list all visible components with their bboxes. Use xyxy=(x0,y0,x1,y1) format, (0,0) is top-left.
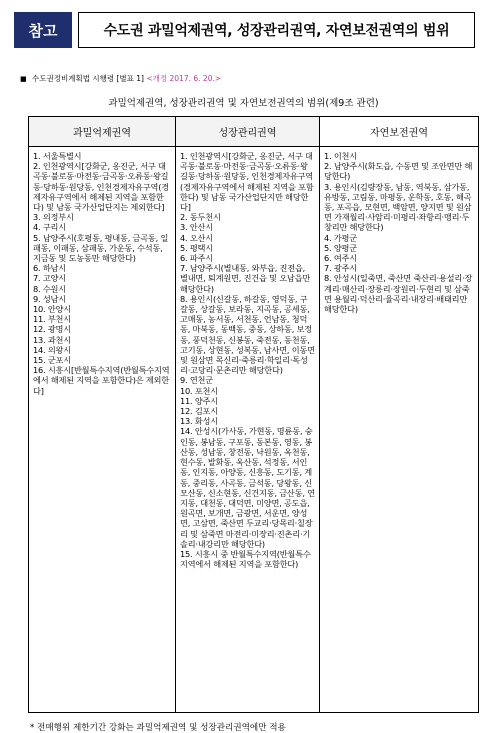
list-item: 7. 고양시 xyxy=(33,273,66,284)
list-item: 4. 구리시 xyxy=(33,222,66,233)
list-item: 1. 서울특별시 xyxy=(33,151,82,161)
list-item: 8. 용인시(신갈동, 하갈동, 영덕동, 구갈동, 상갈동, 보라동, 지곡동, 공세동, 고매동, 농서동, 서천동, 언남동, 청덕동, 마북동, 동백동, 중동, 상하동, 보정동, 풍덕천동, 신봉동, 죽전동, 동천동, 고기동, 상현동, 성복동, 남사면, 이동면 및 원삼면 목신리·죽릉리·학일리·독성리·고당리·문촌리만 해당한다) xyxy=(180,293,315,376)
list-item: 13. 화성시 xyxy=(180,416,218,427)
list-item: 8. 수원시 xyxy=(33,283,66,294)
list-item: 5. 평택시 xyxy=(180,242,213,253)
list-item: 6. 하남시 xyxy=(33,263,66,274)
growth-cell xyxy=(176,147,320,713)
reference-badge: 참고 xyxy=(14,12,72,48)
page-title: 수도권 과밀억제권역, 성장관리권역, 자연보전권역의 범위 xyxy=(78,12,475,48)
revision-date: <개정 2017. 6. 20.> xyxy=(146,74,222,83)
list-item: 7. 광주시 xyxy=(324,263,357,274)
list-item: 14. 의왕시 xyxy=(33,344,71,355)
list-item: 10. 안양시 xyxy=(33,304,71,315)
list-item: 4. 오산시 xyxy=(180,232,213,243)
list-item: 1. 이천시 xyxy=(324,151,357,161)
list-item: 2. 인천광역시[강화군, 옹진군, 서구 대곡동·불로동·마전동·금곡동·오류동·왕길동·당하동·원당동, 인천경제자유구역(경제자유구역에서 해제된 지역을 포함한다) 및 남동 국가산업단지는 제외한다] xyxy=(33,161,169,213)
list-item: 12. 광명시 xyxy=(33,324,71,335)
overcrowding-cell xyxy=(29,147,176,713)
table-row xyxy=(29,147,479,713)
conservation-list xyxy=(324,151,474,314)
list-item: 16. 시흥시[반월특수지역(반월특수지역에서 해제된 지역을 포함한다)은 제외한다] xyxy=(33,365,170,396)
list-item: 11. 양주시 xyxy=(180,395,218,406)
list-item: 9. 성남시 xyxy=(33,293,66,304)
overcrowding-list xyxy=(33,151,171,396)
zone-table xyxy=(28,116,479,713)
table-header-row xyxy=(29,117,479,147)
list-item: 2. 동두천시 xyxy=(180,212,221,223)
source-text: 수도권정비계획법 시행령 [별표 1] xyxy=(32,74,144,83)
list-item: 11. 부천시 xyxy=(33,314,71,325)
growth-list xyxy=(180,151,315,569)
list-item: 1. 인천광역시[강화군, 옹진군, 서구 대곡동·불로동·마전동·금곡동·오류동·왕길동·당하동·원당동, 인천경제자유구역(경제자유구역에서 해제된 지역을 포함한다) 및 남동 국가산업단지만 해당한다] xyxy=(180,151,314,213)
list-item: 14. 안성시(가사동, 가현동, 명륜동, 숭인동, 봉남동, 구포동, 동본동, 영동, 봉산동, 성남동, 창전동, 낙원동, 옥천동, 현수동, 발화동, 옥산동, 석정동, 서인동, 인지동, 아양동, 신흥동, 도기동, 계동, 중리동, 사곡동, 금석동, 당왕동, 신모산동, 신소현동, 신건지동, 금산동, 연지동, 대천동, 대덕면, 미양면, 공도읍, 원곡면, 보개면, 금광면, 서운면, 양성면, 고삼면, 죽산면 두교리·당목리·칠장리 및 삼죽면 마전리·미장리·진촌리·기솔리·내강리만 해당한다) xyxy=(180,426,315,549)
list-item: 5. 남양주시(호평동, 평내동, 금곡동, 일패동, 이패동, 삼패동, 가운동, 수석동, 지금동 및 도농동만 해당한다) xyxy=(33,232,169,264)
source-line xyxy=(20,73,221,84)
footnote: * 전매행위 제한기간 강화는 과밀억제권역 및 성장관리권역에만 적용 xyxy=(30,723,286,733)
list-item: 4. 가평군 xyxy=(324,232,357,243)
column-header-overcrowding: 과밀억제권역 xyxy=(29,117,176,147)
table-caption: 과밀억제권역, 성장관리권역 및 자연보전권역의 범위(제9조 관련) xyxy=(108,98,379,109)
square-bullet-icon: ■ xyxy=(20,75,27,83)
list-item: 15. 시흥시 중 반월특수지역(반월특수지역에서 해제된 지역을 포함한다) xyxy=(180,548,311,570)
list-item: 5. 양평군 xyxy=(324,242,357,253)
list-item: 8. 안성시(일죽면, 죽산면 죽산리·용설리·장계리·매산리·장릉리·장원리·두현리 및 삼죽면 용월리·덕산리·율곡리·내장리·배태리만 해당한다) xyxy=(324,273,473,315)
list-item: 9. 연천군 xyxy=(180,375,213,386)
column-header-conservation: 자연보전권역 xyxy=(320,117,479,147)
list-item: 3. 안산시 xyxy=(180,222,213,233)
list-item: 6. 파주시 xyxy=(180,253,213,264)
list-item: 10. 포천시 xyxy=(180,385,218,396)
list-item: 3. 의정부시 xyxy=(33,212,74,223)
list-item: 15. 군포시 xyxy=(33,355,71,366)
conservation-cell xyxy=(320,147,479,713)
list-item: 6. 여주시 xyxy=(324,253,357,264)
list-item: 3. 용인시(김량장동, 남동, 역북동, 삼가동, 유방동, 고림동, 마평동, 운학동, 호동, 해곡동, 포곡읍, 모현면, 백암면, 양지면 및 원삼면 가재월리·사암리·미평리·좌항리·맹리·두창리만 해당한다) xyxy=(324,181,472,233)
header xyxy=(0,0,487,60)
list-item: 12. 김포시 xyxy=(180,406,218,417)
list-item: 2. 남양주시(화도읍, 수동면 및 조안면만 해당한다) xyxy=(324,161,473,182)
column-header-growth: 성장관리권역 xyxy=(176,117,320,147)
list-item: 13. 과천시 xyxy=(33,334,71,345)
list-item: 7. 남양주시(별내동, 와부읍, 진전읍, 별내면, 퇴계원면, 진건읍 및 오남읍만 해당한다) xyxy=(180,263,311,294)
